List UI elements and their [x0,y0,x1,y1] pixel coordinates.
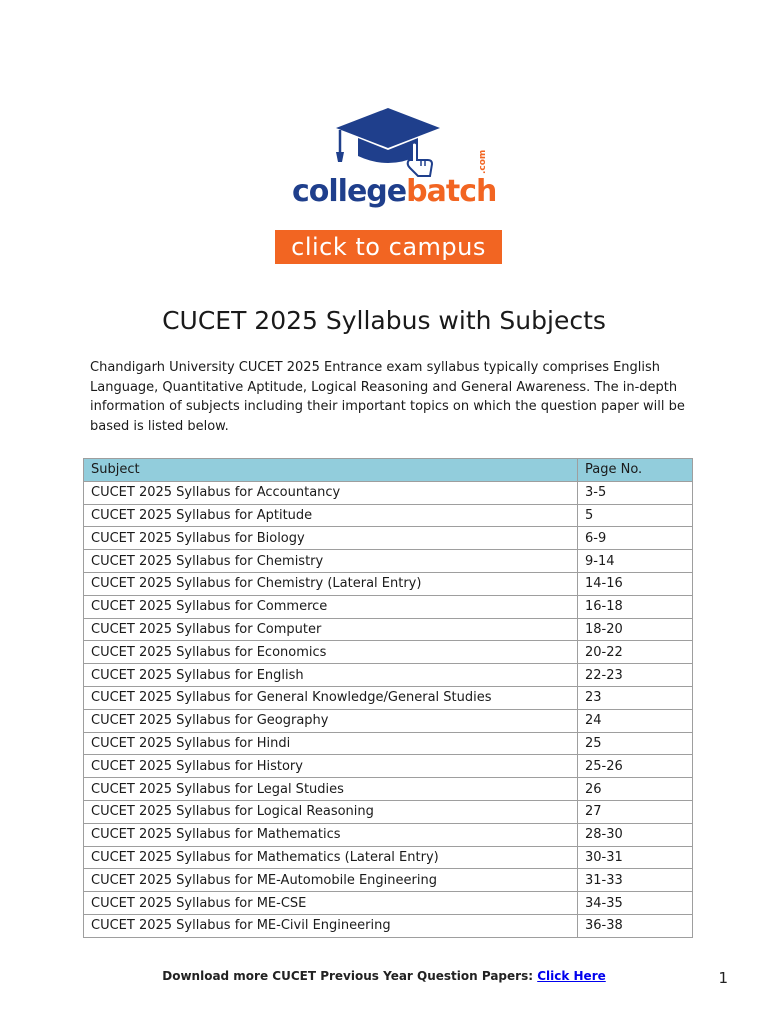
page-cell: 25-26 [578,755,693,778]
subject-cell: CUCET 2025 Syllabus for Economics [84,641,578,664]
logo-domain-suffix: .com [478,149,488,174]
table-row [84,892,693,915]
table-row [84,527,693,550]
subject-cell: CUCET 2025 Syllabus for Biology [84,527,578,550]
table-row [84,846,693,869]
graduation-cap-icon [328,100,448,180]
page-cell: 36-38 [578,914,693,937]
table-row [84,572,693,595]
table-row [84,755,693,778]
subject-cell: CUCET 2025 Syllabus for ME-Civil Engineering [84,914,578,937]
subject-cell: CUCET 2025 Syllabus for Logical Reasoning [84,800,578,823]
page-cell: 9-14 [578,550,693,573]
collegebatch-logo [268,96,502,268]
logo-tagline: click to campus [275,230,502,264]
subject-cell: CUCET 2025 Syllabus for Chemistry (Lateral Entry) [84,572,578,595]
page-cell: 6-9 [578,527,693,550]
footer-text: Download more CUCET Previous Year Question Papers: [162,969,538,983]
table-header-row [84,459,693,482]
subject-cell: CUCET 2025 Syllabus for Legal Studies [84,778,578,801]
page-cell: 14-16 [578,572,693,595]
logo-wordmark: collegebatch [292,174,497,209]
page-number: 1 [718,969,728,987]
page-cell: 3-5 [578,481,693,504]
syllabus-table [83,458,693,938]
table-row [84,618,693,641]
subject-cell: CUCET 2025 Syllabus for Accountancy [84,481,578,504]
page-cell: 24 [578,709,693,732]
page-cell: 5 [578,504,693,527]
page-cell: 26 [578,778,693,801]
table-row [84,823,693,846]
page-cell: 30-31 [578,846,693,869]
table-row [84,914,693,937]
subject-cell: CUCET 2025 Syllabus for Mathematics [84,823,578,846]
page-cell: 25 [578,732,693,755]
page-cell: 34-35 [578,892,693,915]
table-row [84,664,693,687]
footer-download-line [0,969,768,983]
page-cell: 16-18 [578,595,693,618]
page-cell: 31-33 [578,869,693,892]
table-row [84,778,693,801]
page-title: CUCET 2025 Syllabus with Subjects [162,306,606,335]
table-row [84,709,693,732]
table-row [84,869,693,892]
page-cell: 18-20 [578,618,693,641]
click-here-link[interactable]: Click Here [537,969,606,983]
page-cell: 22-23 [578,664,693,687]
header-page-no: Page No. [578,459,693,482]
subject-cell: CUCET 2025 Syllabus for Commerce [84,595,578,618]
subject-cell: CUCET 2025 Syllabus for History [84,755,578,778]
page-cell: 20-22 [578,641,693,664]
intro-paragraph: Chandigarh University CUCET 2025 Entrance exam syllabus typically comprises English Language, Quantitative Aptitude, Logical Reasoning and General Awareness. The in-depth information of subjects including their important topics on which the question paper will be based is listed below. [90,360,685,434]
subject-cell: CUCET 2025 Syllabus for ME-Automobile Engineering [84,869,578,892]
subject-cell: CUCET 2025 Syllabus for Hindi [84,732,578,755]
table-row [84,504,693,527]
page-cell: 27 [578,800,693,823]
table-row [84,732,693,755]
table-row [84,686,693,709]
table-row [84,595,693,618]
subject-cell: CUCET 2025 Syllabus for ME-CSE [84,892,578,915]
header-subject: Subject [84,459,578,482]
subject-cell: CUCET 2025 Syllabus for Computer [84,618,578,641]
table-row [84,641,693,664]
table-row [84,550,693,573]
subject-cell: CUCET 2025 Syllabus for Aptitude [84,504,578,527]
page-cell: 28-30 [578,823,693,846]
subject-cell: CUCET 2025 Syllabus for Chemistry [84,550,578,573]
subject-cell: CUCET 2025 Syllabus for Geography [84,709,578,732]
subject-cell: CUCET 2025 Syllabus for English [84,664,578,687]
subject-cell: CUCET 2025 Syllabus for General Knowledge/General Studies [84,686,578,709]
table-row [84,481,693,504]
subject-cell: CUCET 2025 Syllabus for Mathematics (Lateral Entry) [84,846,578,869]
table-row [84,800,693,823]
page-cell: 23 [578,686,693,709]
